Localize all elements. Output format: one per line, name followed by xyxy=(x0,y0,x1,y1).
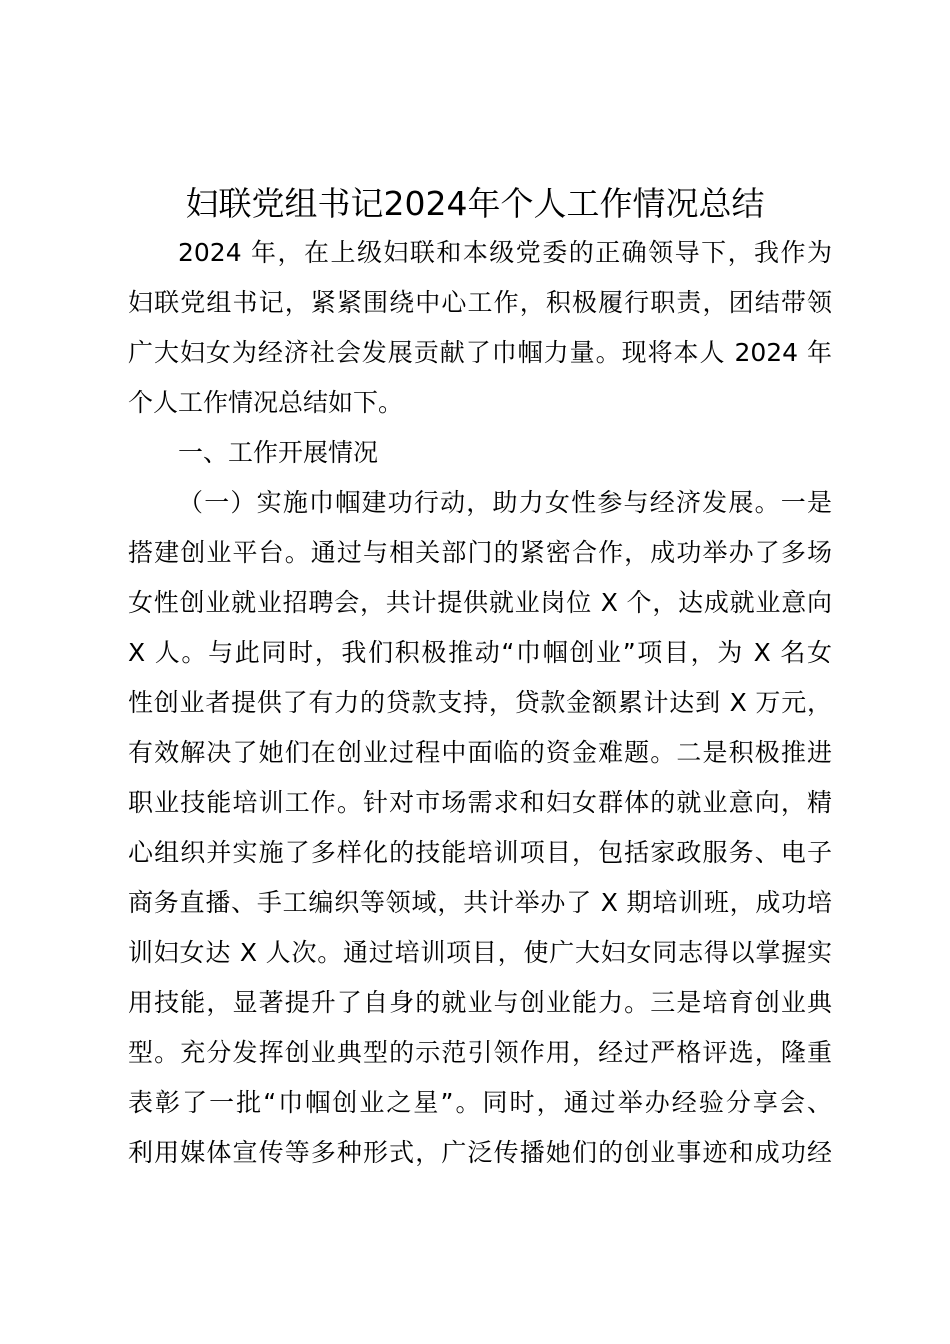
paragraph-line: 型。充分发挥创业典型的示范引领作用，经过严格评选，隆重 xyxy=(128,1038,832,1067)
section-heading: 一、工作开展情况 xyxy=(178,438,379,467)
paragraph-line: 用技能，显著提升了自身的就业与创业能力。三是培育创业典 xyxy=(128,988,832,1017)
paragraph-line: 训妇女达 X 人次。通过培训项目，使广大妇女同志得以掌握实 xyxy=(128,938,832,967)
paragraph-line: 妇联党组书记，紧紧围绕中心工作，积极履行职责，团结带领 xyxy=(128,288,832,317)
paragraph-line: 广大妇女为经济社会发展贡献了巾帼力量。现将本人 2024 年 xyxy=(128,338,832,367)
paragraph-line: （一）实施巾帼建功行动，助力女性参与经济发展。一是 xyxy=(178,488,832,517)
paragraph-line: 有效解决了她们在创业过程中面临的资金难题。二是积极推进 xyxy=(128,738,832,767)
paragraph-line: 女性创业就业招聘会，共计提供就业岗位 X 个，达成就业意向 xyxy=(128,588,832,617)
paragraph-line: 商务直播、手工编织等领域，共计举办了 X 期培训班，成功培 xyxy=(128,888,832,917)
paragraph-line: 职业技能培训工作。针对市场需求和妇女群体的就业意向，精 xyxy=(128,788,832,817)
paragraph-line: 个人工作情况总结如下。 xyxy=(128,388,404,417)
paragraph-line: 表彰了一批“巾帼创业之星”。同时，通过举办经验分享会、 xyxy=(128,1088,832,1117)
paragraph-line: 2024 年，在上级妇联和本级党委的正确领导下，我作为 xyxy=(178,238,832,267)
paragraph-line: 心组织并实施了多样化的技能培训项目，包括家政服务、电子 xyxy=(128,838,832,867)
paragraph-line: X 人。与此同时，我们积极推动“巾帼创业”项目，为 X 名女 xyxy=(128,638,832,667)
document-title: 妇联党组书记2024年个人工作情况总结 xyxy=(185,184,765,223)
paragraph-line: 搭建创业平台。通过与相关部门的紧密合作，成功举办了多场 xyxy=(128,538,832,567)
paragraph-line: 性创业者提供了有力的贷款支持，贷款金额累计达到 X 万元， xyxy=(128,688,832,717)
paragraph-line: 利用媒体宣传等多种形式，广泛传播她们的创业事迹和成功经 xyxy=(128,1138,832,1167)
